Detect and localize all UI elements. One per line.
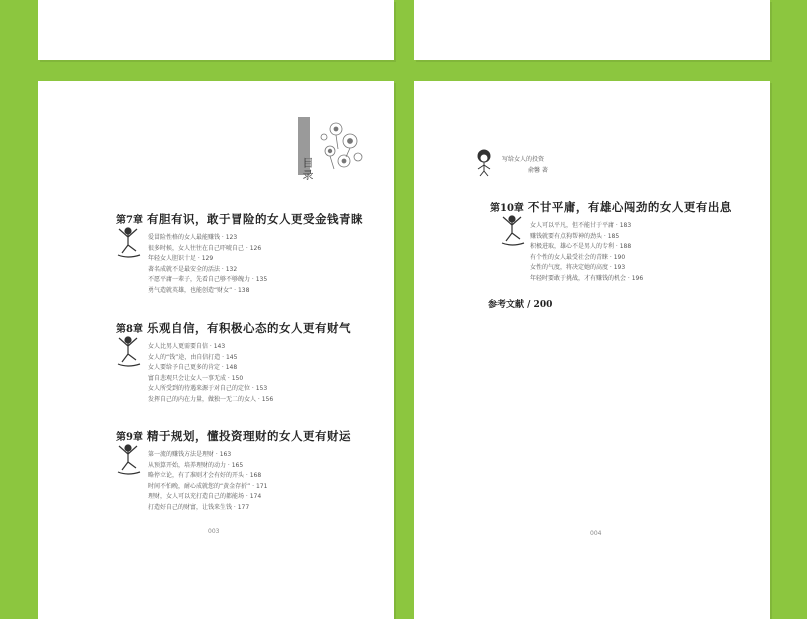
chapter-8 <box>116 320 386 406</box>
list-item: 不愿平庸一辈子，先看自己够不够魄力 · 135 <box>148 276 268 284</box>
list-item: 富自悲观只会让女人一事无成 · 150 <box>148 374 244 382</box>
list-item: 发挥自己的内在力量，做独一无二的女人 · 156 <box>148 395 274 403</box>
header-small <box>502 154 548 174</box>
list-item: 从预算开始，培养理财的动力 · 165 <box>148 461 244 469</box>
list-item: 女性的气度，将决定她的高度 · 193 <box>530 264 626 272</box>
woman-figure-icon <box>114 334 142 370</box>
chapter-10 <box>490 199 760 285</box>
list-item: 爱冒险性格的女人最能赚钱 · 123 <box>148 234 238 241</box>
list-item: 第一流的赚钱方法是理财 · 163 <box>148 451 232 458</box>
chapter-number: 第8章 <box>116 324 143 335</box>
chapter-entries <box>148 233 386 297</box>
flower-decoration-icon <box>316 119 366 175</box>
right-page <box>414 81 770 619</box>
list-item: 略停立论，有了准则才会有好的开头 · 168 <box>148 472 262 480</box>
list-item: 时间不怕晚，耐心成就您的“黄金存折” · 171 <box>148 482 268 490</box>
chapter-entries <box>148 342 386 406</box>
chapter-9 <box>116 428 386 514</box>
page-number: 003 <box>208 528 220 535</box>
chapter-number: 第10章 <box>490 203 524 214</box>
list-item: 积极进取，雄心不是男人的专利 · 188 <box>530 243 632 251</box>
list-item: 女人比男人更需要自信 · 143 <box>148 343 226 350</box>
chapter-title: 不甘平庸，有雄心闯劲的女人更有出息 <box>527 200 732 214</box>
chapter-number: 第7章 <box>116 215 143 226</box>
list-item: 勇气造就英雄，也能创造“财女” · 138 <box>148 286 250 294</box>
list-item: 女人所受到的待遇来源于对自己的定位 · 153 <box>148 385 268 393</box>
woman-figure-icon <box>114 442 142 478</box>
list-item: 打造好自己的财富，让钱来生钱 · 177 <box>148 503 250 511</box>
girl-figure-icon <box>472 147 498 177</box>
chapter-entries <box>148 450 386 514</box>
list-item: 赚钱就要有点狗帮神的劲头 · 185 <box>530 232 620 240</box>
page-number: 004 <box>590 530 602 537</box>
header-author: 俞馨 著 <box>528 167 548 174</box>
left-page <box>38 81 394 619</box>
toc-title: 目录 <box>301 157 314 181</box>
list-item: 年轻时要敢于挑战，才有赚钱的机会 · 196 <box>530 274 644 282</box>
list-item: 很多时候，女人往往在自己吓唬自己 · 126 <box>148 244 262 252</box>
list-item: 女人要给予自己更多的肯定 · 148 <box>148 364 238 372</box>
woman-figure-icon <box>498 213 526 249</box>
list-item: 女人的“钱”途，由自信打造 · 145 <box>148 353 238 361</box>
chapter-entries <box>530 221 760 285</box>
woman-figure-icon <box>114 225 142 261</box>
chapter-number: 第9章 <box>116 432 143 443</box>
chapter-7 <box>116 211 386 297</box>
list-item: 著名成就不是最安全的活法 · 132 <box>148 265 238 273</box>
chapter-title: 有胆有识，敢于冒险的女人更受金钱青睐 <box>146 212 363 226</box>
list-item: 有个性的女人最受社会的青睐 · 190 <box>530 253 626 261</box>
references-entry: 参考文献 / 200 <box>488 300 553 310</box>
list-item: 年轻女人胆识十足 · 129 <box>148 255 214 263</box>
top-left-page-fragment <box>38 0 394 60</box>
header-book-title: 写给女人的投资 <box>502 156 545 163</box>
chapter-title: 乐观自信，有积极心态的女人更有财气 <box>146 321 351 335</box>
list-item: 理财，女人可以充打造自己的都能场 · 174 <box>148 493 262 501</box>
chapter-title: 精于规划，懂投资理财的女人更有财运 <box>146 429 351 443</box>
list-item: 女人可以平凡，但不能甘于平庸 · 183 <box>530 222 632 229</box>
top-right-page-fragment <box>414 0 770 60</box>
